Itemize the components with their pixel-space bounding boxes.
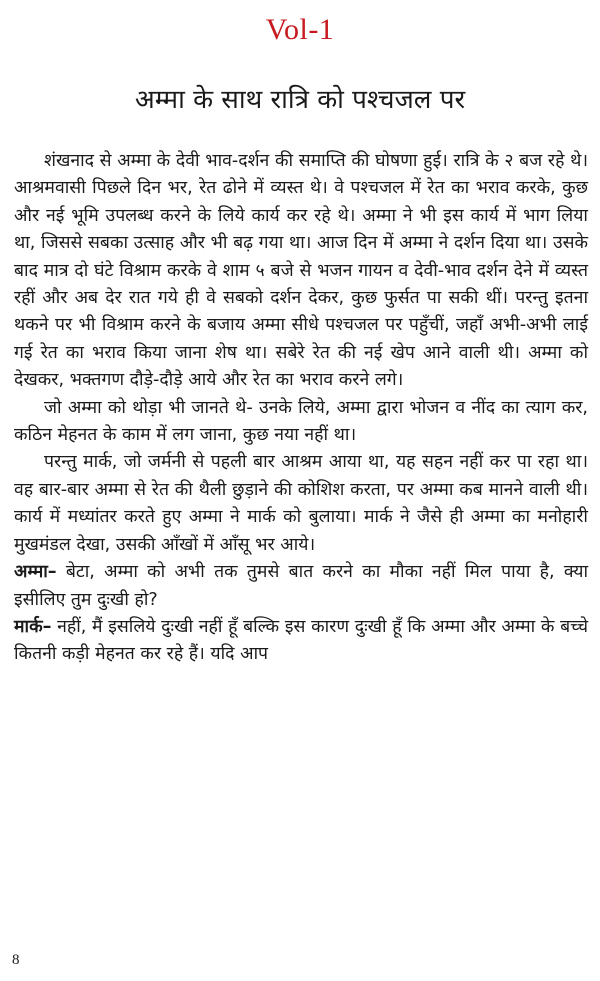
speaker-name: अम्मा– [14, 562, 57, 583]
paragraph: परन्तु मार्क, जो जर्मनी से पहली बार आश्रम आया था, यह सहन नहीं कर पा रहा था। वह बार-बार अम्मा से रेत की थैली छुड़ाने की कोशिश करता, पर अम्मा कब मानने वाली थी। कार्य में मध्यांतर करते हुए अम्मा ने मार्क को बुलाया। मार्क ने जैसे ही अम्मा का मनोहारी मुखमंडल देखा, उसकी आँखों में आँसू भर आये। [14, 452, 588, 555]
chapter-title: अम्मा के साथ रात्रि को पश्चजल पर [134, 85, 466, 115]
dialogue-text: बेटा, अम्मा को अभी तक तुमसे बात करने का मौका नहीं मिल पाया है, क्या इसीलिए तुम दुःखी हो? [14, 562, 588, 610]
page-number: 8 [12, 952, 20, 968]
dialogue-text: नहीं, मैं इसलिये दुःखी नहीं हूँ बल्कि इस कारण दुःखी हूँ कि अम्मा और अम्मा के बच्चे कितनी कड़ी मेहनत कर रहे हैं। यदि आप [14, 616, 588, 665]
body-text [14, 148, 588, 669]
dialogue-line [14, 559, 588, 614]
paragraph: शंखनाद से अम्मा के देवी भाव-दर्शन की समाप्ति की घोषणा हुई। रात्रि के २ बज रहे थे। आश्रमवासी पिछले दिन भर, रेत ढोने में व्यस्त थे। वे पश्चजल में रेत का भराव करके, कुछ और नई भूमि उपलब्ध करने के लिये कार्य कर रहे थे। अम्मा ने भी इस कार्य में भाग लिया था, जिससे सबका उत्साह और भी बढ़ गया था। आज दिन में अम्मा ने दर्शन दिया था। उसके बाद मात्र दो घंटे विश्राम करके वे शाम ५ बजे से भजन गायन व देवी-भाव दर्शन देने में व्यस्त रहीं और अब देर रात गये ही वे सबको दर्शन देकर, कुछ फुर्सत पा सकी थीं। परन्तु इतना थकने पर भी विश्राम करने के बजाय अम्मा सीधे पश्चजल पर पहुँचीं, जहाँ अभी-अभी लाई गई रेत का भराव किया जाना शेष था। सबेरे रेत की नई खेप आने वाली थी। अम्मा को देखकर, भक्तगण दौड़े-दौड़े आये और रेत का भराव करने लगे। [14, 151, 588, 391]
dialogue-line [14, 614, 588, 669]
speaker-name: मार्क– [14, 616, 52, 637]
volume-label: Vol-1 [265, 13, 335, 46]
paragraph: जो अम्मा को थोड़ा भी जानते थे- उनके लिये, अम्मा द्वारा भोजन व नींद का त्याग कर, कठिन मेहनत के काम में लग जाना, कुछ नया नहीं था। [14, 397, 588, 446]
